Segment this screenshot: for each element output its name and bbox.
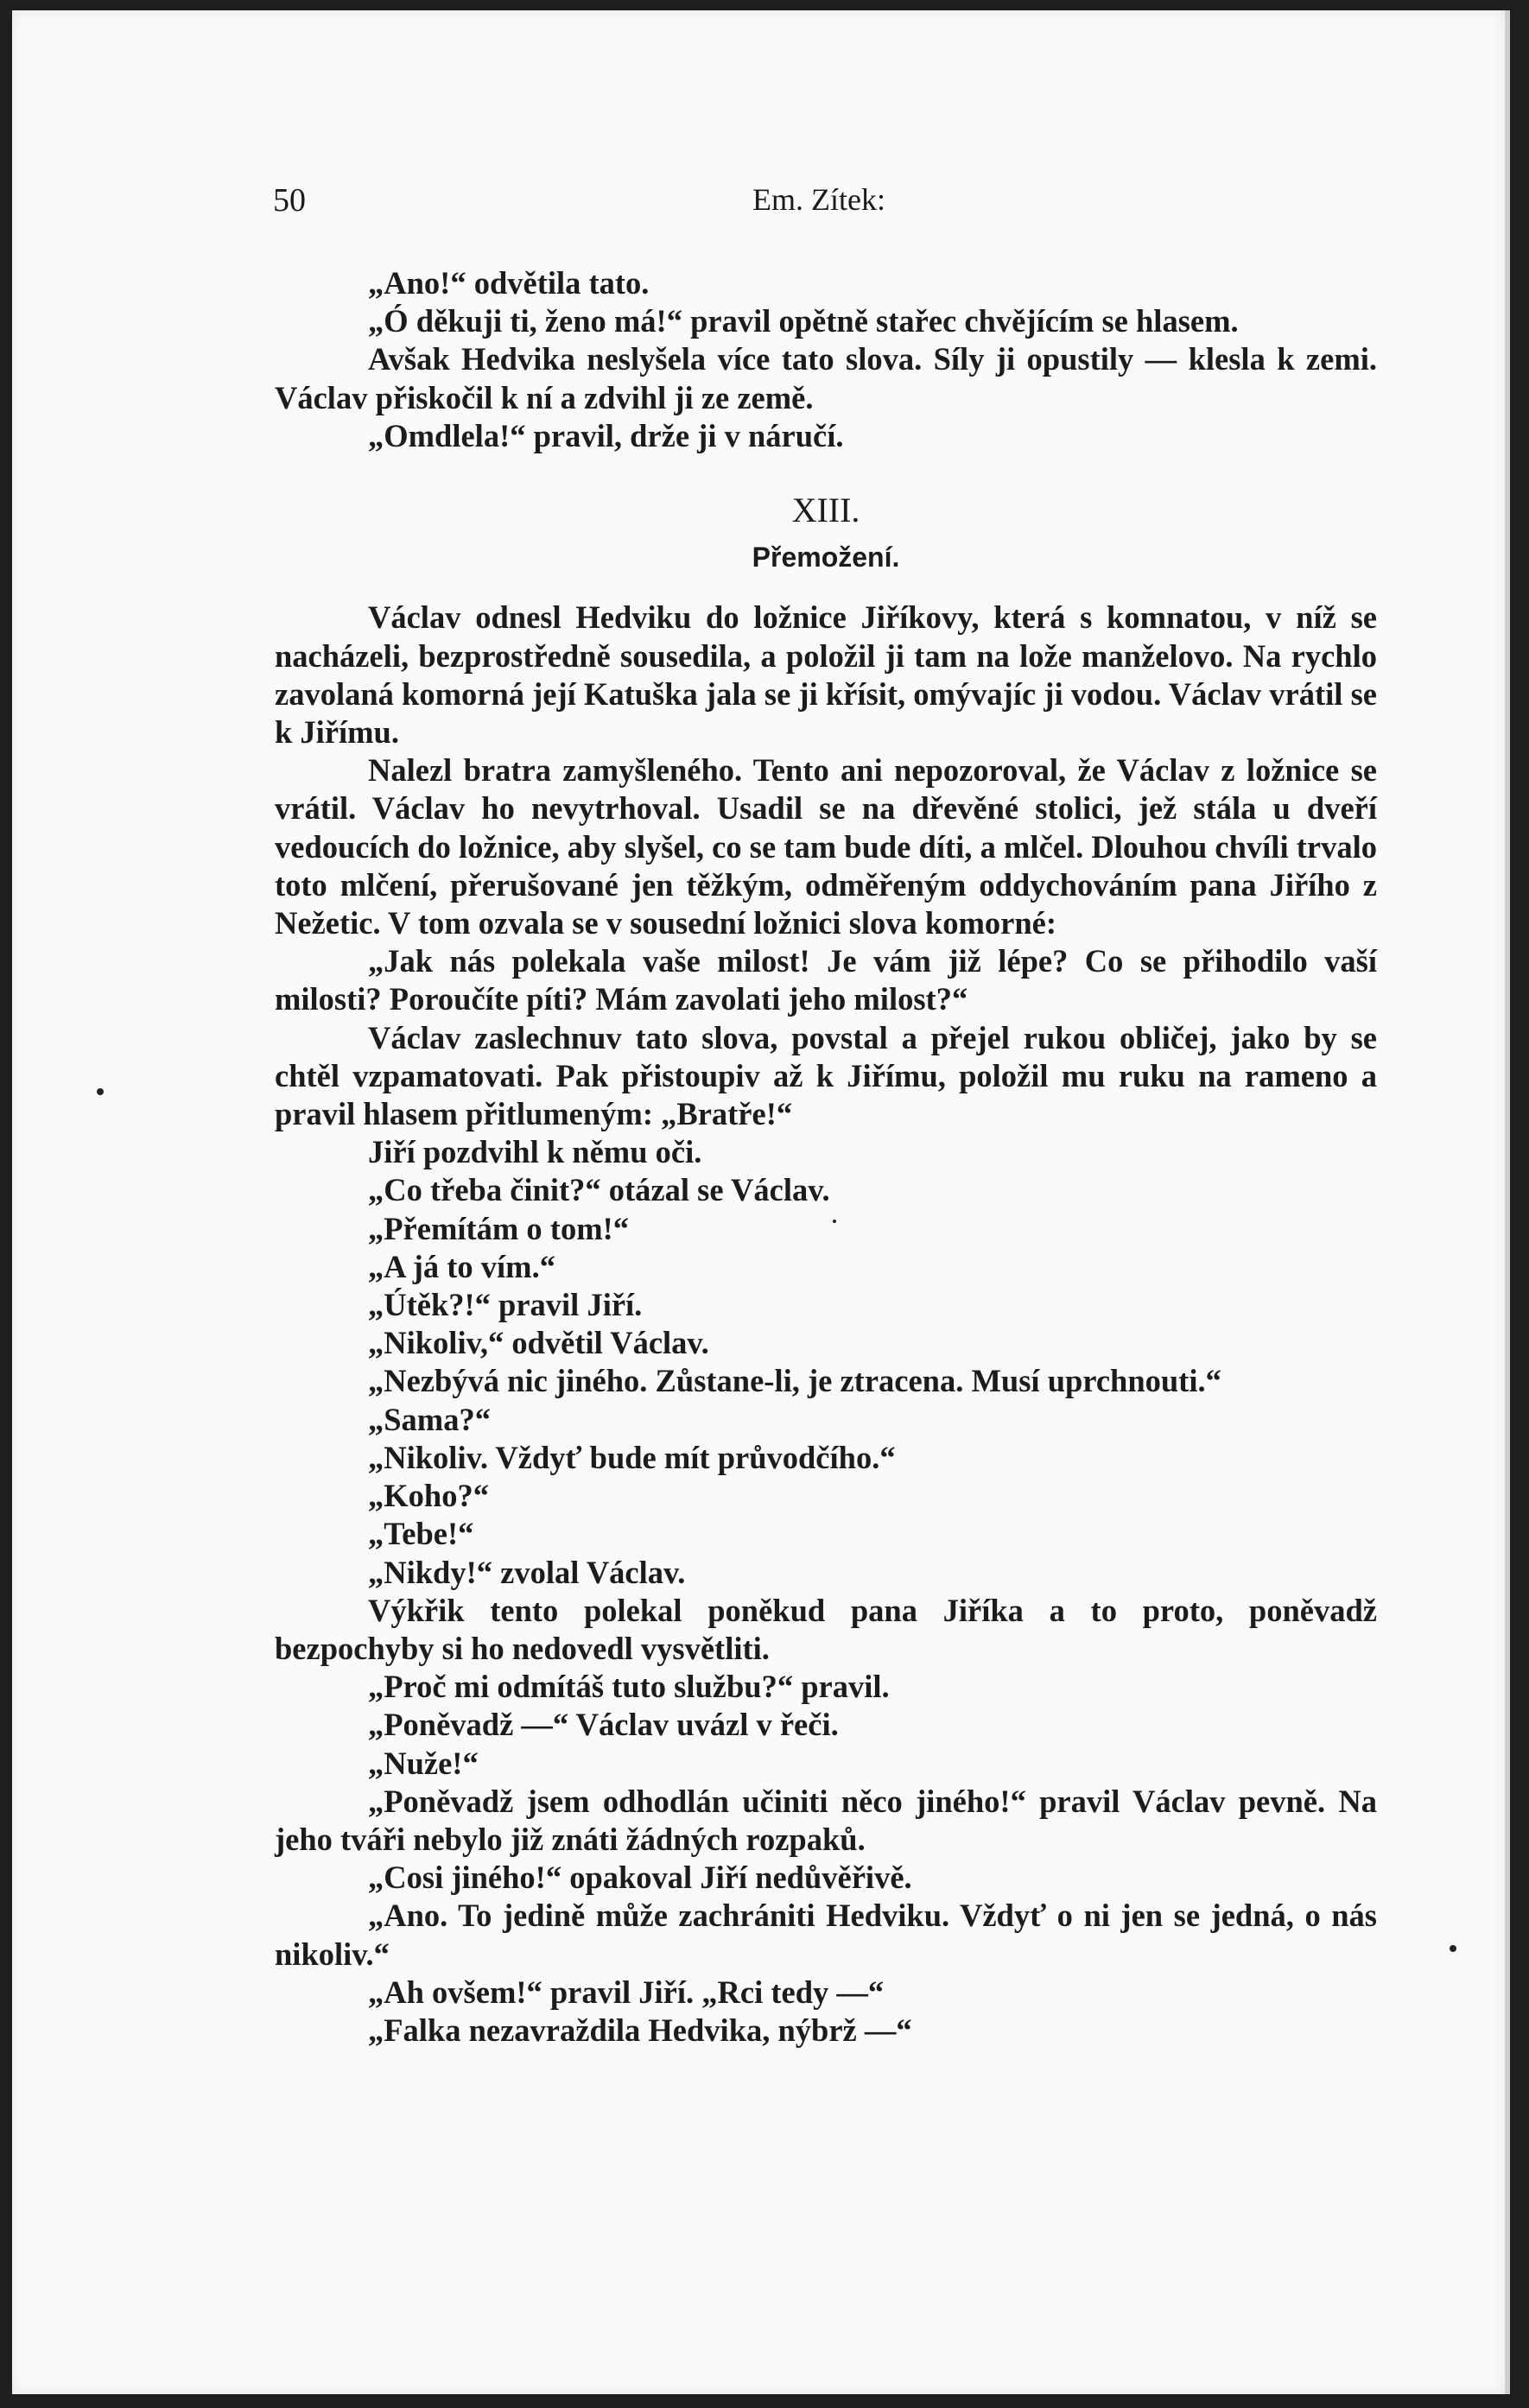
paragraph: „Poněvadž jsem odhodlán učiniti něco jiného!“ pravil Václav pevně. Na jeho tváři nebylo již znáti žádných rozpaků. [275, 1783, 1377, 1857]
paragraph: Václav zaslechnuv tato slova, povstal a přejel rukou obličej, jako by se chtěl vzpamatovati. Pak přistoupiv až k Jiřímu, položil mu ruku na rameno a pravil hlasem přitlumeným: „Bratře!“ [275, 1019, 1377, 1132]
paragraph: „Jak nás polekala vaše milost! Je vám již lépe? Co se přihodilo vaší milosti? Poroučíte píti? Mám zavolati jeho milost?“ [275, 943, 1377, 1017]
body-text [275, 264, 1377, 2050]
chapter-number: XIII. [791, 491, 860, 530]
paragraph: „Co třeba činit?“ otázal se Václav. [368, 1172, 830, 1208]
book-page [12, 10, 1510, 2394]
paragraph: „Ó děkuji ti, ženo má!“ pravil opětně stařec chvějícím se hlasem. [368, 303, 1239, 339]
paragraph: „Nuže!“ [368, 1745, 479, 1781]
paragraph: „Přemítám o tom!“ [368, 1210, 630, 1246]
paragraph: Jiří pozdvihl k němu oči. [368, 1134, 702, 1170]
chapter-title: Přemožení. [752, 542, 900, 573]
paragraph: „Nikdy!“ zvolal Václav. [368, 1554, 686, 1590]
paragraph: „Ano!“ odvětila tato. [368, 265, 650, 301]
page-header [261, 181, 1377, 225]
scan-speck [97, 1088, 104, 1095]
paragraph: „Proč mi odmítáš tuto službu?“ pravil. [368, 1669, 890, 1705]
scan-speck [1450, 1945, 1456, 1952]
paragraph: „Koho?“ [368, 1478, 489, 1514]
paragraph: „Tebe!“ [368, 1516, 474, 1552]
page-number: 50 [273, 182, 306, 219]
paragraph: „Nikoliv,“ odvětil Václav. [368, 1325, 709, 1361]
paragraph: „Cosi jiného!“ opakoval Jiří nedůvěřivě. [368, 1860, 912, 1896]
scan-speck [833, 1220, 836, 1223]
paragraph: „Falka nezavraždila Hedvika, nýbrž —“ [368, 2012, 912, 2048]
paragraph: „Nezbývá nic jiného. Zůstane-li, je ztracena. Musí uprchnouti.“ [368, 1363, 1221, 1399]
paragraph: Avšak Hedvika neslyšela více tato slova. Síly ji opustily — klesla k zemi. Václav přiskočil k ní a zdvihl ji ze země. [275, 341, 1377, 415]
paragraph: „A já to vím.“ [368, 1248, 555, 1284]
paragraph: „Útěk?!“ pravil Jiří. [368, 1287, 643, 1323]
paragraph: „Sama?“ [368, 1401, 491, 1437]
running-head: Em. Zítek: [752, 182, 885, 217]
paragraph: Václav odnesl Hedviku do ložnice Jiříkovy, která s komnatou, v níž se nacházeli, bezprostředně sousedila, a položil ji tam na lože manželovo. Na rychlo zavolaná komorná její Katuška jala se ji křísit, omývajíc ji vodou. Václav vrátil se k Jiřímu. [275, 599, 1377, 751]
paragraph: Nalezl bratra zamyšleného. Tento ani nepozoroval, že Václav z ložnice se vrátil. Václav ho nevytrhoval. Usadil se na dřevěné stolici, jež stála u dveří vedoucích do ložnice, aby slyšel, co se tam bude díti, a mlčel. Dlouhou chvíli trvalo toto mlčení, přerušované jen těžkým, odměřeným oddychováním pana Jiřího z Nežetic. V tom ozvala se v sousední ložnici slova komorné: [275, 752, 1377, 941]
paragraph: „Nikoliv. Vždyť bude mít průvodčího.“ [368, 1439, 896, 1475]
paragraph: „Ah ovšem!“ pravil Jiří. „Rci tedy —“ [368, 1974, 885, 2010]
paragraph: „Poněvadž —“ Václav uvázl v řeči. [368, 1707, 839, 1743]
paragraph: Výkřik tento polekal poněkud pana Jiříka a to proto, poněvadž bezpochyby si ho nedovedl vysvětliti. [275, 1592, 1377, 1666]
paragraph: „Ano. To jedině může zachrániti Hedviku. Vždyť o ni jen se jedná, o nás nikoliv.“ [275, 1898, 1377, 1972]
paragraph: „Omdlela!“ pravil, drže ji v náručí. [368, 417, 844, 453]
